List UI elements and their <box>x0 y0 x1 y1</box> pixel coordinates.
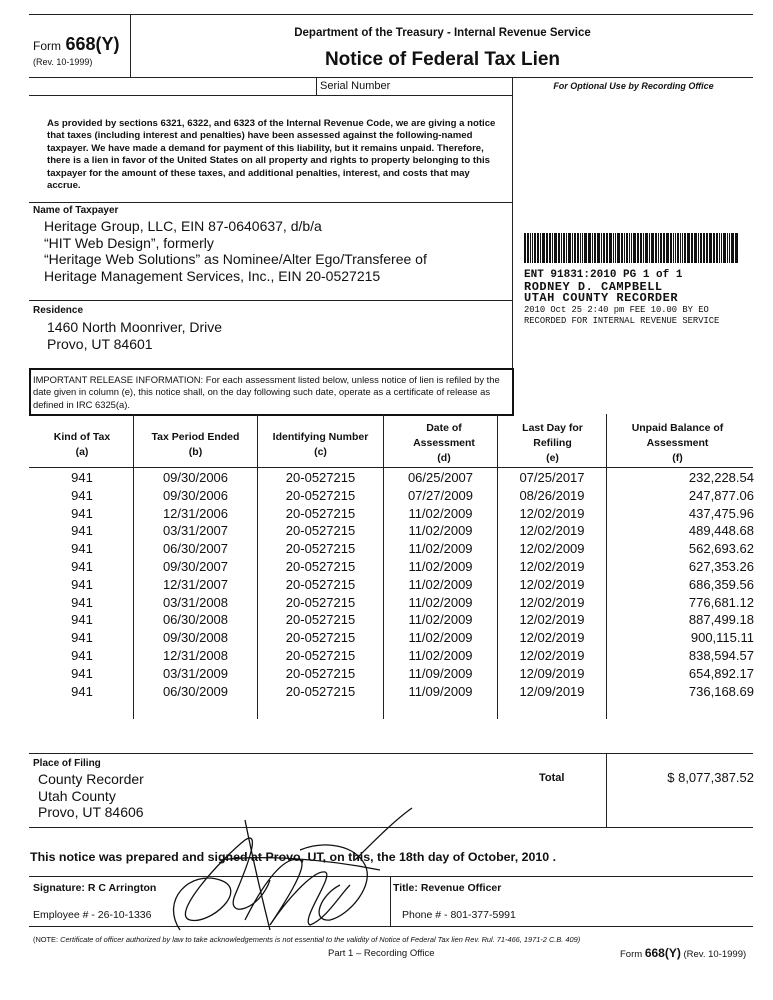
barcode-bar <box>721 233 722 263</box>
assessment-date-column <box>384 469 497 700</box>
barcode-bar <box>597 233 600 263</box>
tax-period-cell: 09/30/2006 <box>162 470 229 485</box>
barcode-bar <box>552 233 553 263</box>
tax-period-cell: 09/30/2008 <box>162 630 229 646</box>
unpaid-balance-cell: 562,693.62 <box>688 541 754 557</box>
barcode-bar <box>542 233 545 263</box>
kind-of-tax-cell: 941 <box>71 665 93 681</box>
barcode-bar <box>568 233 571 263</box>
unpaid-balance-cell: 686,359.56 <box>688 576 754 592</box>
residence-top-line <box>29 300 512 301</box>
barcode-bar <box>706 233 708 263</box>
col-header-tax-period: Tax Period Ended (b) <box>151 431 240 458</box>
assessment-date-cell: 11/09/2009 <box>408 665 473 681</box>
tax-period-cell: 12/31/2007 <box>162 576 229 592</box>
stamp-recorded-for: RECORDED FOR INTERNAL REVENUE SERVICE <box>524 316 720 326</box>
tax-period-cell: 03/31/2008 <box>162 594 229 610</box>
tax-period-cell: 03/31/2009 <box>162 665 229 681</box>
barcode-bar <box>735 233 738 263</box>
barcode-bar <box>617 233 620 263</box>
barcode-bar <box>613 233 614 263</box>
footer-note <box>33 935 580 944</box>
part-label: Part 1 – Recording Office <box>328 948 435 959</box>
barcode-bar <box>731 233 734 263</box>
kind-of-tax-cell: 941 <box>71 470 93 485</box>
identifying-number-cell: 20-0527215 <box>285 683 356 699</box>
assessment-date-cell: 11/02/2009 <box>408 612 473 628</box>
barcode-bar <box>563 233 565 263</box>
kind-of-tax-cell: 941 <box>71 505 93 521</box>
unpaid-balance-cell: 437,475.96 <box>688 505 754 521</box>
tax-period-cell: 12/31/2006 <box>162 505 229 521</box>
barcode-bar <box>621 233 623 263</box>
barcode-bar <box>684 233 686 263</box>
identifying-number-cell: 20-0527215 <box>285 576 356 592</box>
barcode-bar <box>687 233 690 263</box>
prepared-statement: This notice was prepared and signed at Provo, UT, on this, the 18th day of October, 2010 . <box>30 850 557 864</box>
barcode-bar <box>530 233 531 263</box>
residence-label: Residence <box>33 305 84 316</box>
residence-line: Provo, UT 84601 <box>47 335 153 352</box>
footer-form-number: 668(Y) <box>644 946 681 960</box>
employee-number: Employee # - 26-10-1336 <box>33 909 152 921</box>
barcode-bar <box>655 233 657 263</box>
kind-of-tax-cell: 941 <box>71 523 93 539</box>
recording-office-divider <box>512 77 513 369</box>
barcode-bar <box>700 233 702 263</box>
unpaid-balance-cell: 627,353.26 <box>688 558 754 574</box>
refiling-date-cell: 12/02/2019 <box>519 647 585 663</box>
table-header-bottom-line <box>29 467 753 468</box>
refiling-date-cell: 12/02/2019 <box>519 505 585 521</box>
barcode-bar <box>537 233 539 263</box>
phone-number: Phone # - 801-377-5991 <box>402 909 516 921</box>
assessment-date-cell: 11/02/2009 <box>408 505 473 521</box>
identifying-number-column <box>258 469 383 700</box>
unpaid-balance-cell: 887,499.18 <box>688 612 754 628</box>
unpaid-balance-cell: 776,681.12 <box>688 594 754 610</box>
barcode-bar <box>703 233 705 263</box>
tax-period-cell: 09/30/2006 <box>162 487 229 503</box>
identifying-number-cell: 20-0527215 <box>285 470 356 485</box>
barcode-bar <box>588 233 591 263</box>
barcode-bar <box>580 233 581 263</box>
taxpayer-label: Name of Taxpayer <box>33 205 119 216</box>
kind-of-tax-cell: 941 <box>71 487 93 503</box>
assessment-date-cell: 11/09/2009 <box>408 683 473 699</box>
col-header-unpaid-balance: Unpaid Balance of Assessment (f) <box>631 422 724 464</box>
serial-number-label: Serial Number <box>320 80 391 92</box>
barcode-bar <box>645 233 648 263</box>
refiling-date-cell: 12/02/2019 <box>519 576 585 592</box>
stamp-recorder-name: RODNEY D. CAMPBELL <box>524 279 663 294</box>
barcode-bar <box>723 233 726 263</box>
stamp-recorder-office: UTAH COUNTY RECORDER <box>524 291 679 305</box>
barcode-bar <box>527 233 529 263</box>
barcode-bar <box>540 233 541 263</box>
barcode-bar <box>633 233 636 263</box>
footer-form-id <box>620 946 746 960</box>
barcode-bar <box>727 233 728 263</box>
taxpayer-line: “Heritage Web Solutions” as Nominee/Alter Ego/Transferee of <box>44 251 427 267</box>
tax-period-cell: 06/30/2009 <box>162 683 229 699</box>
assessment-date-cell: 11/02/2009 <box>408 541 473 557</box>
form-box-divider <box>130 14 131 77</box>
barcode-bar <box>549 233 551 263</box>
identifying-number-cell: 20-0527215 <box>285 505 356 521</box>
barcode-bar <box>677 233 679 263</box>
barcode-bar <box>592 233 593 263</box>
barcode-bar <box>682 233 683 263</box>
unpaid-balance-column <box>607 469 754 700</box>
form-number-block <box>33 34 119 55</box>
barcode-bar <box>640 233 642 263</box>
barcode-bar <box>629 233 630 263</box>
header-bottom-line <box>29 77 753 78</box>
kind-of-tax-cell: 941 <box>71 594 93 610</box>
form-revision: (Rev. 10-1999) <box>33 57 93 67</box>
barcode-bar <box>574 233 576 263</box>
barcode-bar <box>658 233 659 263</box>
refiling-date-cell: 12/02/2019 <box>519 594 585 610</box>
identifying-number-cell: 20-0527215 <box>285 612 356 628</box>
barcode-bar <box>680 233 681 263</box>
optional-use-label: For Optional Use by Recording Office <box>553 81 714 91</box>
barcode-bar <box>675 233 676 263</box>
barcode-bar <box>594 233 596 263</box>
col-header-identifying-number: Identifying Number (c) <box>272 431 369 458</box>
assessment-date-cell: 11/02/2009 <box>408 594 473 610</box>
serial-row-bottom-line <box>29 95 512 96</box>
refiling-date-column <box>498 469 606 700</box>
filing-line: Utah County <box>38 787 116 804</box>
identifying-number-cell: 20-0527215 <box>285 541 356 557</box>
barcode-bar <box>572 233 573 263</box>
barcode-bar <box>643 233 644 263</box>
barcode-bar <box>670 233 672 263</box>
total-label: Total <box>539 772 565 784</box>
col-header-date-of-assessment: Date of Assessment (d) <box>413 422 475 464</box>
unpaid-balance-cell: 247,877.06 <box>688 487 754 503</box>
barcode-bar <box>637 233 639 263</box>
col-header-kind-of-tax: Kind of Tax (a) <box>53 431 111 458</box>
barcode-bar <box>603 233 605 263</box>
kind-of-tax-cell: 941 <box>71 612 93 628</box>
refiling-date-cell: 12/02/2019 <box>519 612 585 628</box>
taxpayer-name <box>44 218 427 284</box>
assessment-date-cell: 11/02/2009 <box>408 523 473 539</box>
unpaid-balance-cell: 489,448.68 <box>688 523 754 539</box>
refiling-date-cell: 12/02/2019 <box>519 523 585 539</box>
note-prefix: (NOTE: <box>33 935 59 944</box>
stamp-timestamp: 2010 Oct 25 2:40 pm FEE 10.00 BY EO <box>524 304 709 315</box>
note-text: Certificate of officer authorized by law to take acknowledgements is not essential to the validity of Notice of Federal Tax lien Rev. Rul. 71-466, 1971-2 C.B. 409) <box>60 935 581 944</box>
signer-title: Revenue Officer <box>420 882 502 894</box>
tax-period-cell: 12/31/2008 <box>162 647 229 663</box>
residence-line: 1460 North Moonriver, Drive <box>47 319 223 335</box>
assessment-date-cell: 11/02/2009 <box>408 630 473 646</box>
filing-line: Provo, UT 84606 <box>38 804 144 820</box>
filing-label: Place of Filing <box>33 758 101 769</box>
barcode-bar <box>624 233 625 263</box>
unpaid-balance-cell: 654,892.17 <box>688 665 754 681</box>
barcode-bar <box>673 233 674 263</box>
assessment-date-cell: 11/02/2009 <box>408 647 473 663</box>
barcode-bar <box>561 233 562 263</box>
total-value: $ 8,077,387.52 <box>667 770 754 785</box>
barcode-bar <box>626 233 628 263</box>
barcode-bar <box>631 233 632 263</box>
identifying-number-cell: 20-0527215 <box>285 665 356 681</box>
refiling-date-cell: 12/02/2019 <box>519 630 585 646</box>
barcode-bar <box>601 233 602 263</box>
barcode-bar <box>651 233 654 263</box>
barcode-bar <box>546 233 548 263</box>
taxpayer-top-line <box>29 202 512 203</box>
identifying-number-cell: 20-0527215 <box>285 594 356 610</box>
tax-period-cell: 06/30/2008 <box>162 612 229 628</box>
refiling-date-cell: 07/25/2017 <box>519 470 585 485</box>
identifying-number-cell: 20-0527215 <box>285 523 356 539</box>
barcode-bar <box>534 233 536 263</box>
tax-period-column <box>134 469 257 700</box>
barcode-bar <box>532 233 533 263</box>
barcode-bar <box>716 233 718 263</box>
barcode-bar <box>609 233 612 263</box>
title-label: Title: <box>393 882 418 894</box>
assessment-date-cell: 11/02/2009 <box>408 558 473 574</box>
barcode-bar <box>663 233 665 263</box>
barcode-bar <box>709 233 712 263</box>
kind-of-tax-cell: 941 <box>71 558 93 574</box>
footer-form-prefix: Form <box>620 949 643 960</box>
residence-address <box>47 319 222 352</box>
tax-period-cell: 09/30/2007 <box>162 558 229 574</box>
tax-period-cell: 06/30/2007 <box>162 541 229 557</box>
footer-form-rev: (Rev. 10-1999) <box>683 949 747 960</box>
kind-of-tax-cell: 941 <box>71 683 93 699</box>
barcode-bar <box>666 233 669 263</box>
refiling-date-cell: 12/09/2019 <box>519 683 585 699</box>
barcode-bar <box>582 233 583 263</box>
page-title: Notice of Federal Tax Lien <box>324 49 561 70</box>
signature-label: Signature: <box>33 882 85 894</box>
tax-period-cell: 03/31/2007 <box>162 523 229 539</box>
top-border <box>29 14 753 15</box>
barcode-bar <box>558 233 560 263</box>
barcode-bar <box>649 233 650 263</box>
form-prefix: Form <box>33 39 61 53</box>
filing-top-line <box>29 753 753 754</box>
identifying-number-cell: 20-0527215 <box>285 647 356 663</box>
unpaid-balance-cell: 900,115.11 <box>690 630 754 646</box>
barcode-bar <box>524 233 526 263</box>
kind-of-tax-cell: 941 <box>71 541 93 557</box>
refiling-date-cell: 12/02/2019 <box>519 558 585 574</box>
barcode-bar <box>554 233 557 263</box>
barcode-bar <box>660 233 662 263</box>
barcode-bar <box>729 233 730 263</box>
recorder-stamp <box>524 270 719 328</box>
refiling-date-cell: 12/02/2009 <box>519 541 585 557</box>
unpaid-balance-cell: 838,594.57 <box>688 647 754 663</box>
taxpayer-line: Heritage Management Services, Inc., EIN 20-0527215 <box>44 267 381 284</box>
barcode-bar <box>577 233 579 263</box>
signature-line <box>33 882 156 894</box>
barcode-bar <box>691 233 693 263</box>
provision-text: As provided by sections 6321, 6322, and 6323 of the Internal Revenue Code, we are giving a notice that taxes (including interest and penalties) have been assessed against the following-named taxpayer. We have made a demand for payment of this liability, but it remains unpaid. Therefore, there is a lien in favor of the United States on all property and rights to property belonging to this taxpayer for the amount of these taxes, and additional penalties, interest, and costs that may accrue. <box>47 118 496 192</box>
barcode-bar <box>566 233 567 263</box>
barcode-bar <box>698 233 699 263</box>
unpaid-balance-cell: 232,228.54 <box>688 470 754 485</box>
barcode-bar <box>713 233 715 263</box>
release-info-text: IMPORTANT RELEASE INFORMATION: For each assessment listed below, unless notice of lien is refiled by the date given in column (e), this notice shall, on the day following such date, operate as a certificate of release as defined in IRC 6325(a). <box>33 374 500 410</box>
form-number: 668(Y) <box>65 34 120 54</box>
identifying-number-cell: 20-0527215 <box>285 630 356 646</box>
assessment-date-cell: 11/02/2009 <box>408 576 473 592</box>
handwritten-signature <box>150 800 420 940</box>
assessment-date-cell: 06/25/2007 <box>407 470 474 485</box>
barcode-bar <box>584 233 587 263</box>
signer-name: R C Arrington <box>87 882 157 894</box>
serial-divider <box>316 77 317 95</box>
kind-of-tax-cell: 941 <box>71 576 93 592</box>
refiling-date-cell: 12/09/2019 <box>519 665 585 681</box>
barcode-bar <box>719 233 720 263</box>
barcode <box>524 233 738 263</box>
refiling-date-cell: 08/26/2019 <box>519 487 585 503</box>
col-header-last-day-refiling: Last Day for Refiling (e) <box>522 422 583 464</box>
kind-of-tax-cell: 941 <box>71 647 93 663</box>
taxpayer-line: “HIT Web Design”, formerly <box>44 234 214 251</box>
total-divider <box>606 753 607 828</box>
barcode-bar <box>615 233 616 263</box>
unpaid-balance-cell: 736,168.69 <box>688 683 754 699</box>
department-name: Department of the Treasury - Internal Revenue Service <box>294 27 591 39</box>
identifying-number-cell: 20-0527215 <box>285 558 356 574</box>
identifying-number-cell: 20-0527215 <box>285 487 356 503</box>
kind-of-tax-cell: 941 <box>71 630 93 646</box>
barcode-bar <box>606 233 608 263</box>
kind-of-tax-column <box>31 469 133 700</box>
filing-address <box>38 771 144 821</box>
filing-line: County Recorder <box>38 771 144 787</box>
barcode-bar <box>694 233 697 263</box>
stamp-entry: ENT 91831:2010 PG 1 of 1 <box>524 269 683 281</box>
taxpayer-line: Heritage Group, LLC, EIN 87-0640637, d/b/a <box>44 218 322 234</box>
assessment-date-cell: 07/27/2009 <box>407 487 474 503</box>
